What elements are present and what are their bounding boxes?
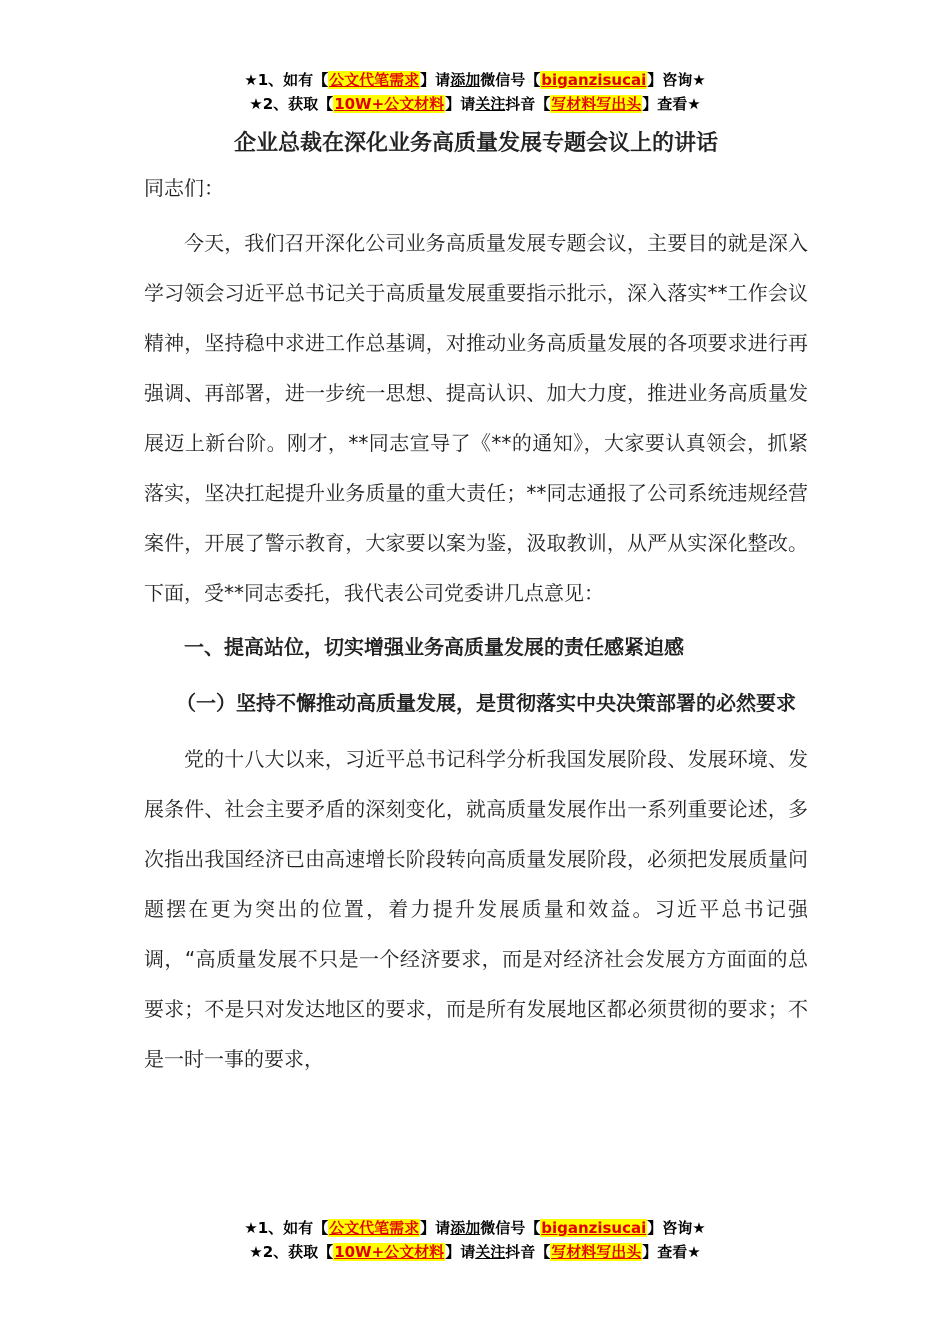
section-heading: 一、提高站位，切实增强业务高质量发展的责任感紧迫感 — [184, 635, 684, 659]
promo-banner-bottom — [0, 1216, 950, 1264]
document-body — [144, 126, 808, 1084]
promo-text: ★2、获取【 — [249, 95, 334, 113]
promo-line-1 — [0, 1216, 950, 1240]
promo-text: 】请 — [420, 1219, 451, 1237]
promo-highlight: 写材料写出头 — [551, 1243, 642, 1261]
promo-emphasis: 添加 — [450, 1219, 481, 1237]
promo-line-2 — [0, 1240, 950, 1264]
promo-text: 】咨询★ — [647, 71, 706, 89]
promo-text: 】请 — [445, 1243, 476, 1261]
promo-highlight: 写材料写出头 — [551, 95, 642, 113]
promo-text: ★1、如有【 — [244, 1219, 329, 1237]
promo-emphasis: 关注 — [475, 1243, 506, 1261]
subsection-heading: （一）坚持不懈推动高质量发展，是贯彻落实中央决策部署的必然要求 — [176, 691, 796, 715]
promo-banner-top — [0, 68, 950, 116]
promo-line-1 — [0, 68, 950, 92]
paragraph: 党的十八大以来，习近平总书记科学分析我国发展阶段、发展环境、发展条件、社会主要矛盾的深刻变化，就高质量发展作出一系列重要论述，多次指出我国经济已由高速增长阶段转向高质量发展阶段，必须把发展质量问题摆在更为突出的位置，着力提升发展质量和效益。习近平总书记强调，“高质量发展不只是一个经济要求，而是对经济社会发展方方面面的总要求；不是只对发达地区的要求，而是所有发展地区都必须贯彻的要求；不是一时一事的要求， — [144, 747, 808, 1071]
promo-line-2 — [0, 92, 950, 116]
promo-text: 微信号【 — [480, 71, 541, 89]
promo-highlight: 10W+公文材料 — [334, 1243, 445, 1261]
promo-text: ★1、如有【 — [244, 71, 329, 89]
promo-text: ★2、获取【 — [249, 1243, 334, 1261]
promo-text: 】请 — [445, 95, 476, 113]
promo-highlight: 公文代笔需求 — [329, 71, 420, 89]
promo-text: 抖音【 — [505, 95, 551, 113]
promo-text: 】查看★ — [642, 1243, 701, 1261]
promo-text: 微信号【 — [480, 1219, 541, 1237]
promo-highlight: biganzisucai — [541, 1219, 647, 1237]
promo-text: 】查看★ — [642, 95, 701, 113]
document-title: 企业总裁在深化业务高质量发展专题会议上的讲话 — [233, 131, 718, 156]
paragraph: 今天，我们召开深化公司业务高质量发展专题会议，主要目的就是深入学习领会习近平总书记关于高质量发展重要指示批示，深入落实**工作会议精神，坚持稳中求进工作总基调，对推动业务高质量发展的各项要求进行再强调、再部署，进一步统一思想、提高认识、加大力度，推进业务高质量发展迈上新台阶。刚才，**同志宣导了《**的通知》，大家要认真领会，抓紧落实，坚决扛起提升业务质量的重大责任；**同志通报了公司系统违规经营案件，开展了警示教育，大家要以案为鉴，汲取教训，从严从实深化整改。下面，受**同志委托，我代表公司党委讲几点意见： — [144, 231, 808, 605]
promo-emphasis: 添加 — [450, 71, 481, 89]
promo-text: 抖音【 — [505, 1243, 551, 1261]
promo-text: 】请 — [420, 71, 451, 89]
promo-highlight: 10W+公文材料 — [334, 95, 445, 113]
promo-highlight: biganzisucai — [541, 71, 647, 89]
promo-highlight: 公文代笔需求 — [329, 1219, 420, 1237]
promo-text: 】咨询★ — [647, 1219, 706, 1237]
promo-emphasis: 关注 — [475, 95, 506, 113]
salutation: 同志们： — [144, 176, 224, 200]
